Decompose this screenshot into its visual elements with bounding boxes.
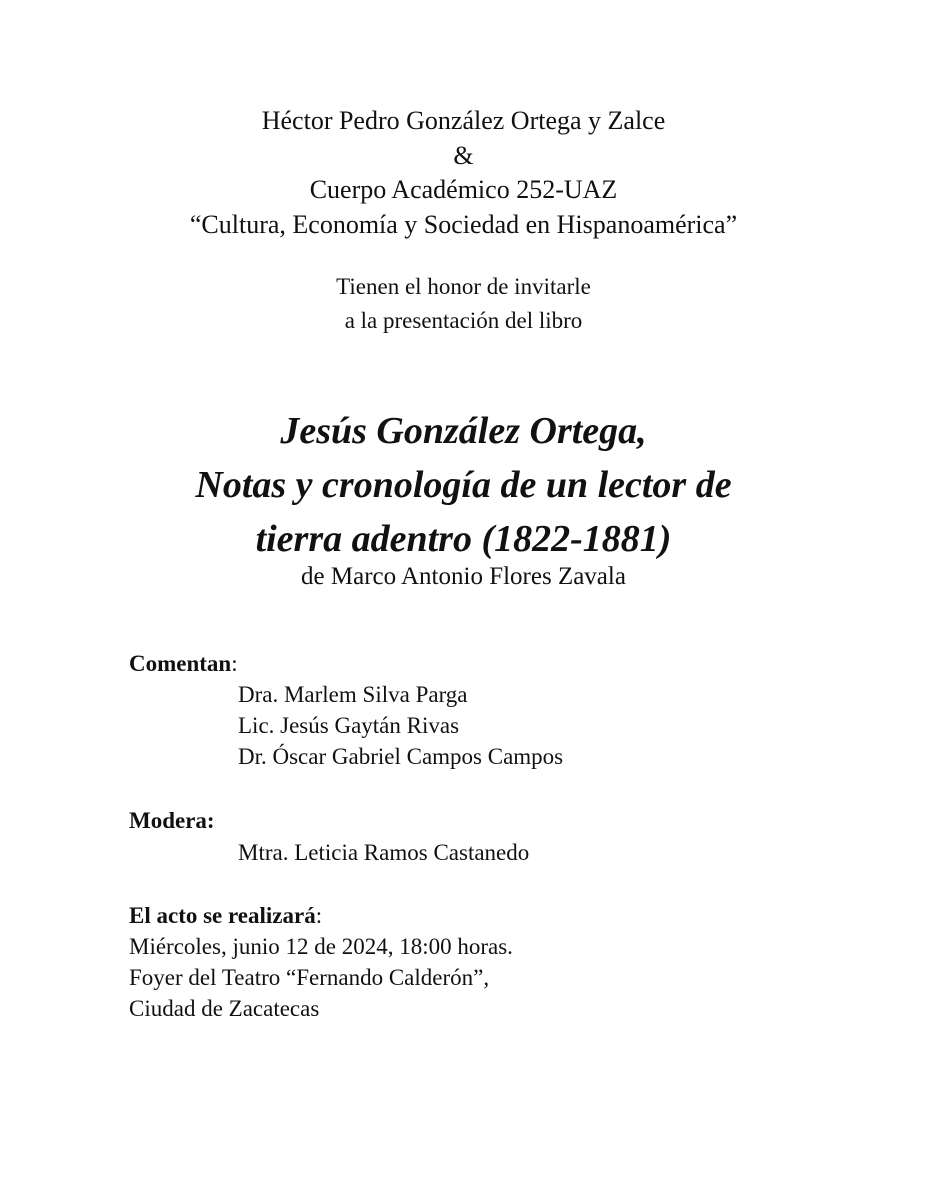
invitation-line-1: Tienen el honor de invitarle	[336, 274, 591, 299]
ampersand: &	[453, 140, 474, 170]
commentator-name: Lic. Jesús Gaytán Rivas	[238, 713, 460, 738]
invitation-text	[0, 270, 927, 338]
commentator-name: Dr. Óscar Gabriel Campos Campos	[238, 744, 564, 769]
book-title-line-1: Jesús González Ortega,	[280, 410, 647, 452]
moderator-heading	[129, 806, 215, 836]
event-label: El acto se realizará	[129, 903, 316, 928]
book-title-line-2: Notas y cronología de un lector de	[195, 464, 732, 506]
academic-body: Cuerpo Académico 252-UAZ	[309, 175, 618, 204]
moderator-name: Mtra. Leticia Ramos Castanedo	[238, 840, 530, 865]
event-details	[129, 931, 513, 1024]
organizer-name: Héctor Pedro González Ortega y Zalce	[261, 106, 666, 135]
book-title	[0, 404, 927, 566]
academic-body-name: “Cultura, Economía y Sociedad en Hispanoamérica”	[189, 209, 738, 239]
commentators-heading	[129, 649, 238, 679]
moderator-list	[238, 837, 529, 868]
commentators-colon: :	[231, 651, 238, 676]
book-author: de Marco Antonio Flores Zavala	[301, 563, 626, 590]
event-heading	[129, 901, 322, 931]
commentators-label: Comentan	[129, 651, 232, 676]
event-venue: Foyer del Teatro “Fernando Calderón”,	[129, 965, 490, 990]
event-colon: :	[315, 903, 323, 928]
event-date: Miércoles, junio 12 de 2024, 18:00 horas.	[129, 934, 513, 959]
organizers-header	[0, 104, 927, 242]
commentator-name: Dra. Marlem Silva Parga	[238, 682, 468, 707]
invitation-line-2: a la presentación del libro	[344, 308, 583, 333]
commentators-list	[238, 679, 563, 772]
moderator-label: Modera:	[129, 808, 215, 833]
event-city: Ciudad de Zacatecas	[129, 996, 320, 1021]
book-title-line-3: tierra adentro (1822-1881)	[255, 518, 672, 560]
